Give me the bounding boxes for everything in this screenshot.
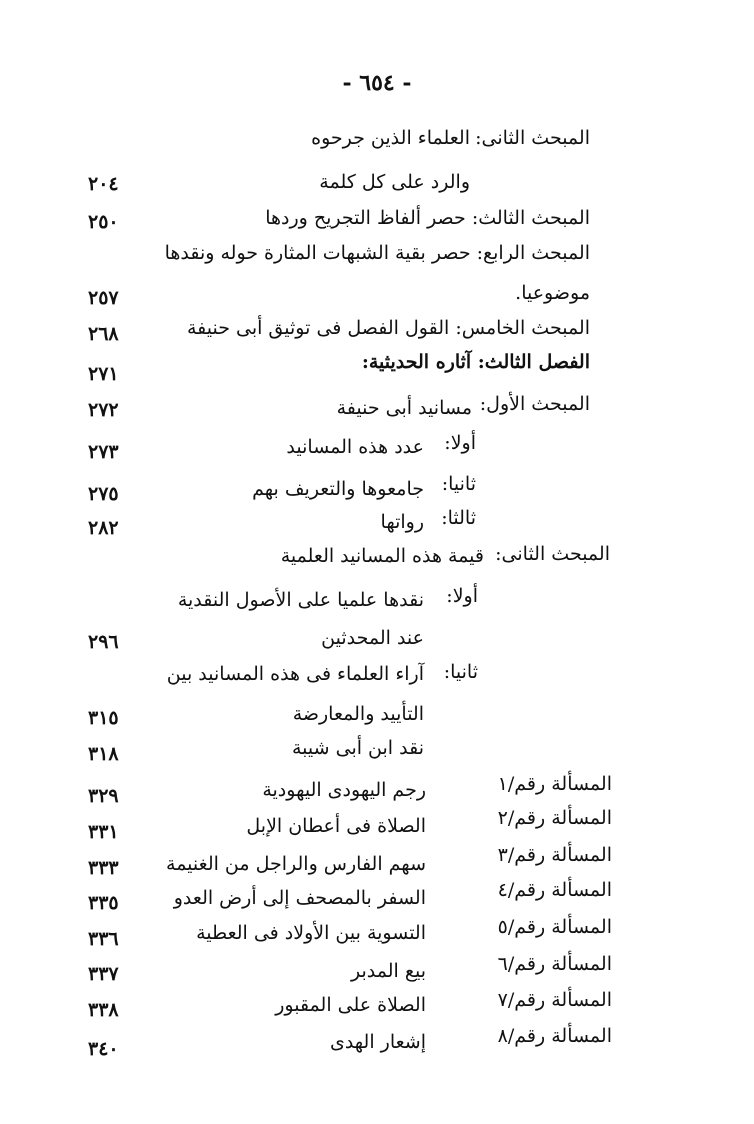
toc-label-ch3-section-2: المبحث الثانى: bbox=[495, 543, 610, 565]
toc-title-section-2-line2: والرد على كل كلمة bbox=[319, 171, 470, 193]
issue-page: ٣٢٩ bbox=[88, 785, 119, 807]
issue-title: إشعار الهدى bbox=[329, 1031, 426, 1053]
toc-label-item-1: أولا: bbox=[444, 432, 476, 454]
issue-label: المسألة رقم/٥ bbox=[497, 916, 612, 938]
toc-title-section-2-line1: العلماء الذين جرحوه bbox=[311, 127, 470, 149]
toc-entry-section-3: المبحث الثالث: حصر ألفاظ التجريح وردها bbox=[265, 207, 590, 229]
toc-title-ch3-section-2: قيمة هذه المسانيد العلمية bbox=[280, 545, 484, 567]
toc-title-subitem-3: نقد ابن أبى شيبة bbox=[292, 737, 424, 759]
issue-title: الصلاة على المقبور bbox=[275, 994, 426, 1016]
issue-page: ٣٣٧ bbox=[88, 963, 119, 985]
toc-page-item-2: ٢٧٥ bbox=[88, 483, 119, 505]
toc-entry-section-4-line1: المبحث الرابع: حصر بقية الشبهات المثارة حوله ونقدها bbox=[164, 242, 590, 264]
toc-page-subitem-1: ٢٩٦ bbox=[88, 631, 119, 653]
issue-label: المسألة رقم/٢ bbox=[497, 807, 612, 829]
issue-page: ٣٣١ bbox=[88, 821, 119, 843]
toc-page-section-5: ٢٦٨ bbox=[88, 323, 119, 345]
issue-label: المسألة رقم/٧ bbox=[497, 989, 612, 1011]
issue-page: ٣٣٥ bbox=[88, 892, 119, 914]
issue-title: بيع المدبر bbox=[351, 960, 426, 982]
toc-title-ch3-section-1: مسانيد أبى حنيفة bbox=[336, 397, 472, 419]
issue-title: رجم اليهودى اليهودية bbox=[262, 779, 426, 801]
issue-title: الصلاة فى أعطان الإبل bbox=[246, 815, 426, 837]
issue-label: المسألة رقم/٤ bbox=[497, 879, 612, 901]
toc-entry-section-5: المبحث الخامس: القول الفصل فى توثيق أبى حنيفة bbox=[186, 317, 590, 339]
toc-page-item-3: ٢٨٢ bbox=[88, 517, 119, 539]
toc-chapter-heading: الفصل الثالث: آثاره الحديثية: bbox=[361, 351, 590, 373]
toc-title-subitem-1-line2: عند المحدثين bbox=[321, 627, 424, 649]
page-number: - ٦٥٤ - bbox=[342, 70, 412, 96]
issue-label: المسألة رقم/٦ bbox=[497, 953, 612, 975]
issue-label: المسألة رقم/١ bbox=[497, 773, 612, 795]
toc-page-section-4: ٢٥٧ bbox=[88, 287, 119, 309]
toc-page-subitem-3: ٣١٨ bbox=[88, 743, 119, 765]
issue-label: المسألة رقم/٣ bbox=[497, 844, 612, 866]
issue-page: ٣٣٦ bbox=[88, 928, 119, 950]
toc-label-ch3-section-1: المبحث الأول: bbox=[479, 393, 590, 415]
toc-entry-section-4-line2: موضوعيا. bbox=[515, 282, 590, 304]
toc-label-subitem-2: ثانيا: bbox=[443, 661, 478, 683]
toc-page-subitem-2: ٣١٥ bbox=[88, 707, 119, 729]
toc-title-subitem-2-line1: آراء العلماء فى هذه المسانيد بين bbox=[166, 663, 424, 685]
toc-title-item-1: عدد هذه المسانيد bbox=[286, 436, 424, 458]
toc-page-chapter-3: ٢٧١ bbox=[88, 363, 119, 385]
toc-title-subitem-2-line2: التأييد والمعارضة bbox=[292, 703, 424, 725]
toc-page-section-3: ٢٥٠ bbox=[88, 211, 119, 233]
issue-label: المسألة رقم/٨ bbox=[497, 1025, 612, 1047]
toc-label-item-2: ثانيا: bbox=[441, 473, 476, 495]
toc-label-section-2: المبحث الثانى: bbox=[475, 127, 590, 149]
toc-title-subitem-1-line1: نقدها علميا على الأصول النقدية bbox=[177, 589, 424, 611]
issue-page: ٣٤٠ bbox=[88, 1038, 119, 1060]
toc-label-subitem-1: أولا: bbox=[446, 585, 478, 607]
issue-title: السفر بالمصحف إلى أرض العدو bbox=[173, 887, 426, 909]
toc-page-ch3-section-1: ٢٧٢ bbox=[88, 399, 119, 421]
toc-page-item-1: ٢٧٣ bbox=[88, 441, 119, 463]
issue-page: ٣٣٣ bbox=[88, 857, 119, 879]
issue-title: سهم الفارس والراجل من الغنيمة bbox=[166, 853, 426, 875]
issue-title: التسوية بين الأولاد فى العطية bbox=[196, 922, 426, 944]
toc-title-item-2: جامعوها والتعريف بهم bbox=[252, 478, 424, 500]
toc-label-item-3: ثالثا: bbox=[441, 507, 476, 529]
toc-page-section-2: ٢٠٤ bbox=[88, 173, 119, 195]
issue-page: ٣٣٨ bbox=[88, 999, 119, 1021]
toc-title-item-3: رواتها bbox=[380, 511, 424, 533]
